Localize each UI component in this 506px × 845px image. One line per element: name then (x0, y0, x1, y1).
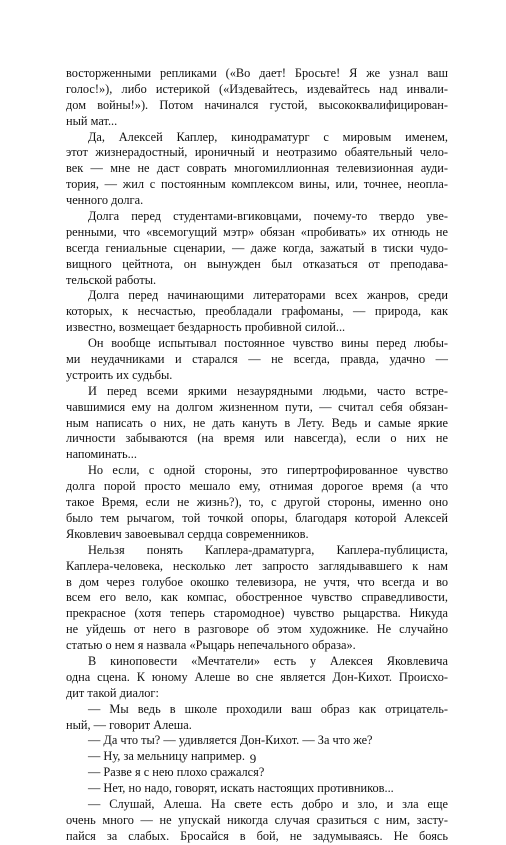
text-line: Но если, с одной стороны, это гипертрофированное чувство (88, 463, 448, 478)
text-line: Нельзя понять Каплера-драматурга, Каплера-публициста, (88, 542, 448, 557)
text-line: ченного долга. (66, 193, 144, 208)
text-line: — Нет, но надо, говорят, искать настоящих противников... (88, 781, 394, 796)
text-line: И перед всеми яркими незаурядными людьми, часто встре- (88, 383, 448, 398)
page-body (66, 66, 448, 845)
text-line: чавшимися ему на долгом жизненном пути, — считал себя обязан- (66, 399, 448, 414)
text-line: Каплера-человека, несколько лет запросто заглядывавшего к нам (66, 558, 448, 573)
text-line: восторженными репликами («Во дает! Бросьте! Я же узнал ваш (66, 66, 448, 80)
text-line: известно, возмещает бездарность пробивной силой... (66, 320, 346, 335)
text-line: Да, Алексей Каплер, кинодраматург с мировым именем, (88, 129, 448, 144)
text-line: — Мы ведь в школе проходили ваш образ как отрицатель- (88, 701, 448, 716)
text-line: всегда гениальные сценарии, — даже когда, зажатый в тиски чудо- (66, 240, 448, 255)
text-line: Долга перед начинающими литераторами всех жанров, среди (88, 288, 448, 303)
text-line: долга порой просто мешало ему, отнимая дорогое время (а что (66, 479, 448, 494)
text-line: Долга перед студентами-вгиковцами, почему-то твердо уве- (88, 209, 448, 224)
text-line: ный, — говорит Алеша. (66, 717, 192, 732)
text-line: личности забываются (на время или навсегда), если о них не (66, 431, 448, 446)
text-line: дом войны!»). Потом начинался густой, высококвалифицирован- (66, 97, 448, 112)
text-line: — Да что ты? — удивляется Дон-Кихот. — За что же? (88, 733, 373, 748)
text-line: напоминать... (66, 447, 137, 462)
text-line: Он вообще испытывал постоянное чувство вины перед любы- (88, 336, 448, 351)
text-line: было тем рычагом, той точкой опоры, благодаря которой Алексей (66, 510, 448, 525)
text-line: прекрасное (хотя теперь старомодное) чувство рыцарства. Никуда (66, 606, 448, 621)
text-line: тельской работы. (66, 272, 157, 287)
text-line: голос!»), либо истерикой («Издевайтесь, издевайтесь над инвали- (66, 81, 448, 96)
text-line: ренными, что «всемогущий мэтр» обязан «пробивать» их отнюдь не (66, 224, 448, 239)
text-line: — Ну, за мельницу например. (88, 749, 245, 764)
text-line: статью о нем я назвала «Рыцарь непечального образа». (66, 638, 356, 653)
text-line: В киноповести «Мечтатели» есть у Алексея Яковлевича (88, 653, 448, 668)
text-line: — Слушай, Алеша. На свете есть добро и зло, и зла еще (88, 796, 448, 811)
text-line: — Разве я с нею плохо сражался? (88, 765, 265, 780)
text-line: Яковлевич завоевывал сердца современников. (66, 526, 309, 541)
text-block (66, 66, 448, 845)
text-line: одна сцена. К юному Алеше во сне является Дон-Кихот. Происхо- (66, 669, 448, 684)
text-line: этот жизнерадостный, ироничный и неотразимо обаятельный чело- (66, 145, 448, 160)
text-line: ным написать о них, не дать кануть в Лету. Ведь и самые яркие (66, 415, 448, 430)
text-line: очень много — не упускай никогда случая сразиться с ним, засту- (66, 812, 448, 827)
text-line: такое Время, если не жизнь?), то, с другой стороны, именно оно (66, 495, 448, 510)
text-line: дит такой диалог: (66, 685, 159, 700)
text-line: устроить их судьбы. (66, 367, 173, 382)
text-line: тория, — жил с постоянным комплексом вины, или, точнее, неопла- (66, 177, 448, 192)
text-line: которых, к несчастью, преобладали графоманы, — природа, как (66, 304, 448, 319)
text-line: пайся за слабых. Бросайся в бой, не задумываясь. Не боясь (66, 828, 448, 843)
page-number: 9 (249, 751, 257, 766)
text-line: ный мат... (66, 113, 118, 128)
text-line: всем его вело, как компас, обостренное чувство справедливости, (66, 590, 448, 605)
text-line: не уйдешь от него в разговоре об этом художнике. Не случайно (66, 622, 448, 637)
text-line: вищного цейтнота, он вынужден был отказаться от преподава- (66, 256, 448, 271)
text-line: в дом через голубое окошко телевизора, не учтя, что всегда и во (66, 574, 448, 589)
text-line: век — мне не даст соврать многомиллионная телевизионная ауди- (66, 161, 448, 176)
text-line: ми неудачниками и старался — не всегда, правда, удачно — (66, 352, 448, 367)
